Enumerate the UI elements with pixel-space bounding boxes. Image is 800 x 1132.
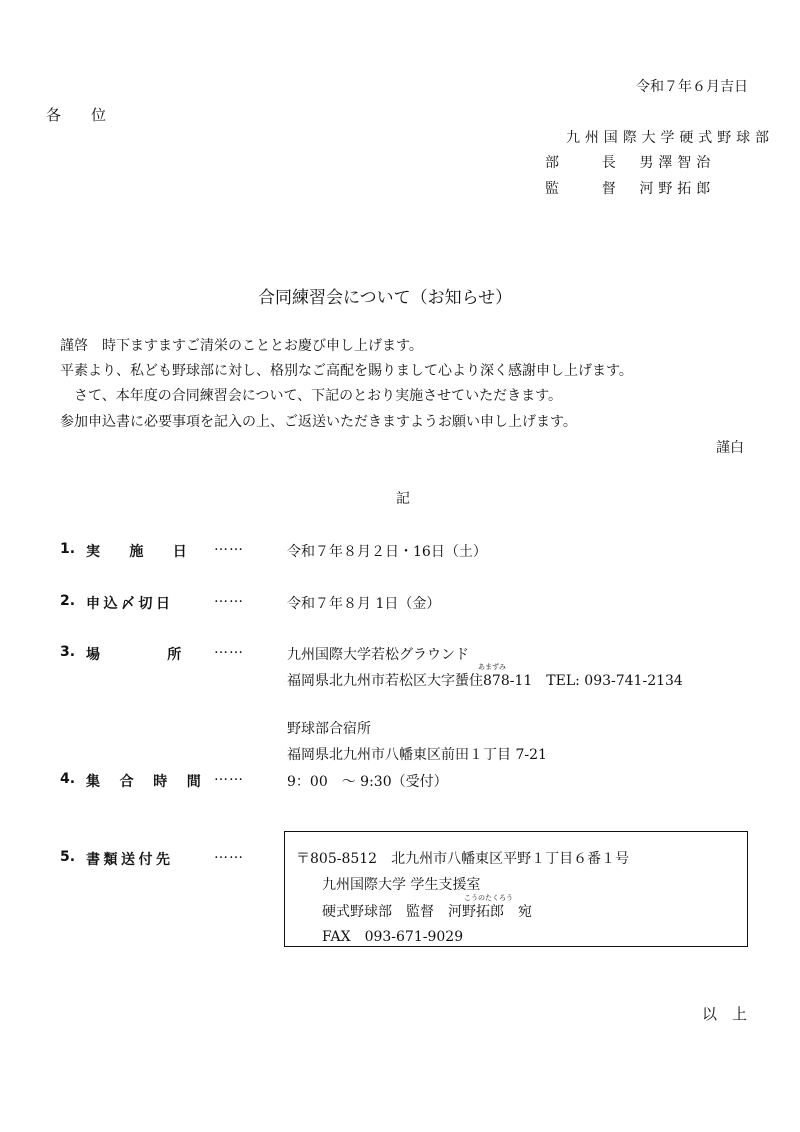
ki-heading: 記 [396, 491, 410, 507]
date-line: 令和７年６月吉日 [636, 79, 748, 95]
sender-manager: 監 督 河野拓郎 [545, 181, 716, 197]
dormitory-address: 福岡県北九州市八幡東区前田１丁目 7-21 [287, 747, 547, 763]
item-label-meeting-time: 集 合 時 間 [86, 774, 204, 790]
closing-kinpaku: 謹白 [716, 440, 744, 456]
item-number: 4. [60, 771, 76, 787]
item-value-date: 令和７年８月２日・16日（土） [287, 544, 487, 560]
dormitory-name: 野球部合宿所 [287, 721, 371, 737]
item-number: 2. [60, 593, 76, 609]
leader-dots: …… [214, 768, 244, 784]
item-label-send-to: 書類送付先 [86, 852, 174, 868]
ijou-closing: 以 上 [702, 1005, 748, 1023]
leader-dots: …… [214, 846, 244, 862]
body-paragraph-1: 謹啓 時下ますますご清栄のこととお慶び申し上げます。 [60, 338, 423, 354]
sender-club-director: 部 長 男澤智治 [545, 155, 716, 171]
item-number: 5. [60, 849, 76, 865]
leader-dots: …… [214, 590, 244, 606]
address-box-line-3: 硬式野球部 監督 河野拓郎 宛 [322, 904, 532, 920]
address-box-line-2: 九州国際大学 学生支援室 [322, 877, 481, 893]
item-number: 1. [60, 541, 76, 557]
furigana-amazumi: あまずみ [478, 663, 506, 671]
venue-name: 九州国際大学若松グラウンド [287, 647, 469, 663]
item-number: 3. [60, 644, 76, 660]
sender-organization: 九州国際大学硬式野球部 [566, 130, 774, 146]
address-box-line-1: 〒805-8512 北九州市八幡東区平野１丁目６番１号 [296, 851, 630, 867]
address-box-line-4: FAX 093-671-9029 [322, 929, 464, 945]
venue-address: 福岡県北九州市若松区大字蜑住878-11 TEL: 093-741-2134 [287, 673, 683, 689]
addressee: 各 位 [46, 106, 107, 124]
leader-dots: …… [214, 641, 244, 657]
item-label-venue: 場 所 [86, 647, 188, 663]
body-paragraph-3: さて、本年度の合同練習会について、下記のとおり実施させていただきます。 [60, 388, 563, 404]
item-value-deadline: 令和７年８月 1日（金） [287, 596, 441, 612]
body-paragraph-4: 参加申込書に必要事項を記入の上、ご返送いただきますようお願い申し上げます。 [60, 414, 577, 430]
item-label-date: 実 施 日 [86, 544, 195, 560]
body-paragraph-2: 平素より、私ども野球部に対し、格別なご高配を賜りまして心より深く感謝申し上げます。 [60, 363, 633, 379]
document-title: 合同練習会について（お知らせ） [258, 288, 513, 308]
item-value-meeting-time: 9：00 ～ 9:30（受付） [287, 774, 448, 790]
leader-dots: …… [214, 538, 244, 554]
item-label-deadline: 申込〆切日 [86, 596, 174, 612]
furigana-kounotakurou: こうのたくろう [464, 894, 513, 902]
